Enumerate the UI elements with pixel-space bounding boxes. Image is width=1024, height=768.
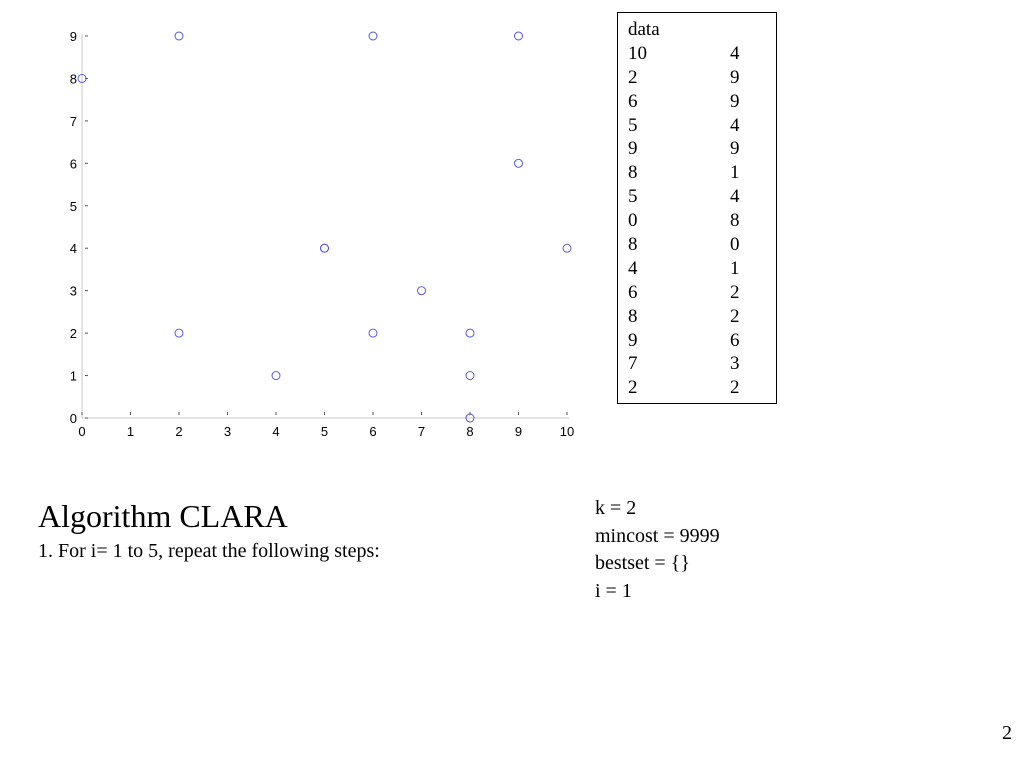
scatter-point [515,32,523,40]
x-tick-label: 0 [78,424,86,439]
y-tick-label: 6 [69,156,77,172]
x-tick-label: 2 [175,424,183,439]
data-table-cell-x: 8 [628,305,638,327]
data-table-cell-y: 1 [730,257,740,279]
scatter-point [515,159,523,167]
page-number: 2 [1002,722,1012,744]
scatter-point [321,244,329,252]
x-tick-label: 7 [417,424,426,439]
data-table-cell-x: 4 [628,257,638,279]
y-tick-label: 1 [69,368,77,384]
scatter-point [272,372,280,380]
data-table [617,12,777,404]
data-table-row [628,137,776,161]
y-tick-label: 7 [69,113,77,129]
variable-i: i = 1 [595,579,632,602]
x-tick-label: 10 [559,424,575,439]
y-tick-label: 2 [69,326,77,342]
x-tick-label: 9 [514,424,523,439]
scatter-point [369,32,377,40]
scatter-point [175,329,183,337]
x-tick-label: 4 [272,424,280,439]
data-table-cell-x: 8 [628,234,638,256]
data-table-cell-y: 9 [730,138,740,160]
data-table-cell-x: 7 [628,353,638,375]
scatter-point [175,32,183,40]
data-table-cell-y: 9 [730,66,740,88]
data-table-row [628,90,776,114]
data-table-row [628,161,776,185]
data-table-cell-y: 6 [730,329,740,351]
data-table-cell-y: 1 [730,162,740,184]
data-table-row [628,233,776,257]
data-table-cell-x: 6 [628,281,638,303]
data-table-cell-y: 8 [730,210,740,232]
data-table-row [628,376,776,400]
data-table-cell-y: 2 [730,305,740,327]
data-table-header: data [628,19,660,40]
data-table-cell-x: 0 [628,210,638,232]
data-table-cell-x: 5 [628,186,638,208]
data-table-row [628,281,776,305]
data-table-cell-x: 9 [628,329,638,351]
data-table-row [628,305,776,329]
x-tick-label: 5 [320,424,329,439]
variables-block [595,495,720,605]
variable-bestset: bestset = {} [595,552,690,574]
y-tick-label: 5 [69,198,77,214]
y-tick-label: 9 [69,29,77,44]
data-table-cell-x: 10 [628,42,647,64]
scatter-point [563,244,571,252]
data-table-cell-y: 4 [730,114,740,136]
x-tick-label: 1 [126,424,135,439]
data-table-cell-y: 4 [730,42,740,64]
data-table-cell-y: 2 [730,281,740,303]
data-table-cell-y: 9 [730,90,740,112]
scatter-point [418,287,426,295]
data-table-cell-x: 9 [628,138,638,160]
y-tick-label: 0 [69,411,77,426]
data-table-cell-x: 2 [628,377,638,399]
y-tick-label: 8 [69,71,77,87]
data-table-row [628,42,776,66]
data-table-row [628,352,776,376]
slide-title: Algorithm CLARA [38,498,288,534]
data-table-cell-y: 3 [730,353,740,375]
data-table-row [628,185,776,209]
data-table-cell-x: 5 [628,114,638,136]
data-table-cell-x: 8 [628,162,638,184]
data-table-row [628,66,776,90]
scatter-point [466,329,474,337]
data-table-row [628,209,776,233]
data-table-cell-y: 2 [730,377,740,399]
algorithm-step: 1. For i= 1 to 5, repeat the following steps: [38,540,380,562]
data-table-rows [628,42,776,400]
x-tick-label: 8 [466,424,474,439]
scatter-point [369,329,377,337]
variable-mincost: mincost = 9999 [595,524,720,547]
data-table-cell-y: 4 [730,186,740,208]
data-table-row [628,257,776,281]
y-tick-label: 3 [69,283,77,299]
scatter-point [466,372,474,380]
data-table-cell-y: 0 [730,234,740,256]
data-table-row [628,329,776,353]
x-tick-label: 6 [369,424,377,439]
variable-k: k = 2 [595,497,637,519]
y-tick-label: 4 [69,241,77,257]
data-table-cell-x: 2 [628,66,638,88]
scatter-plot [0,0,600,450]
data-table-cell-x: 6 [628,90,638,112]
x-tick-label: 3 [223,424,232,439]
data-table-row [628,114,776,138]
